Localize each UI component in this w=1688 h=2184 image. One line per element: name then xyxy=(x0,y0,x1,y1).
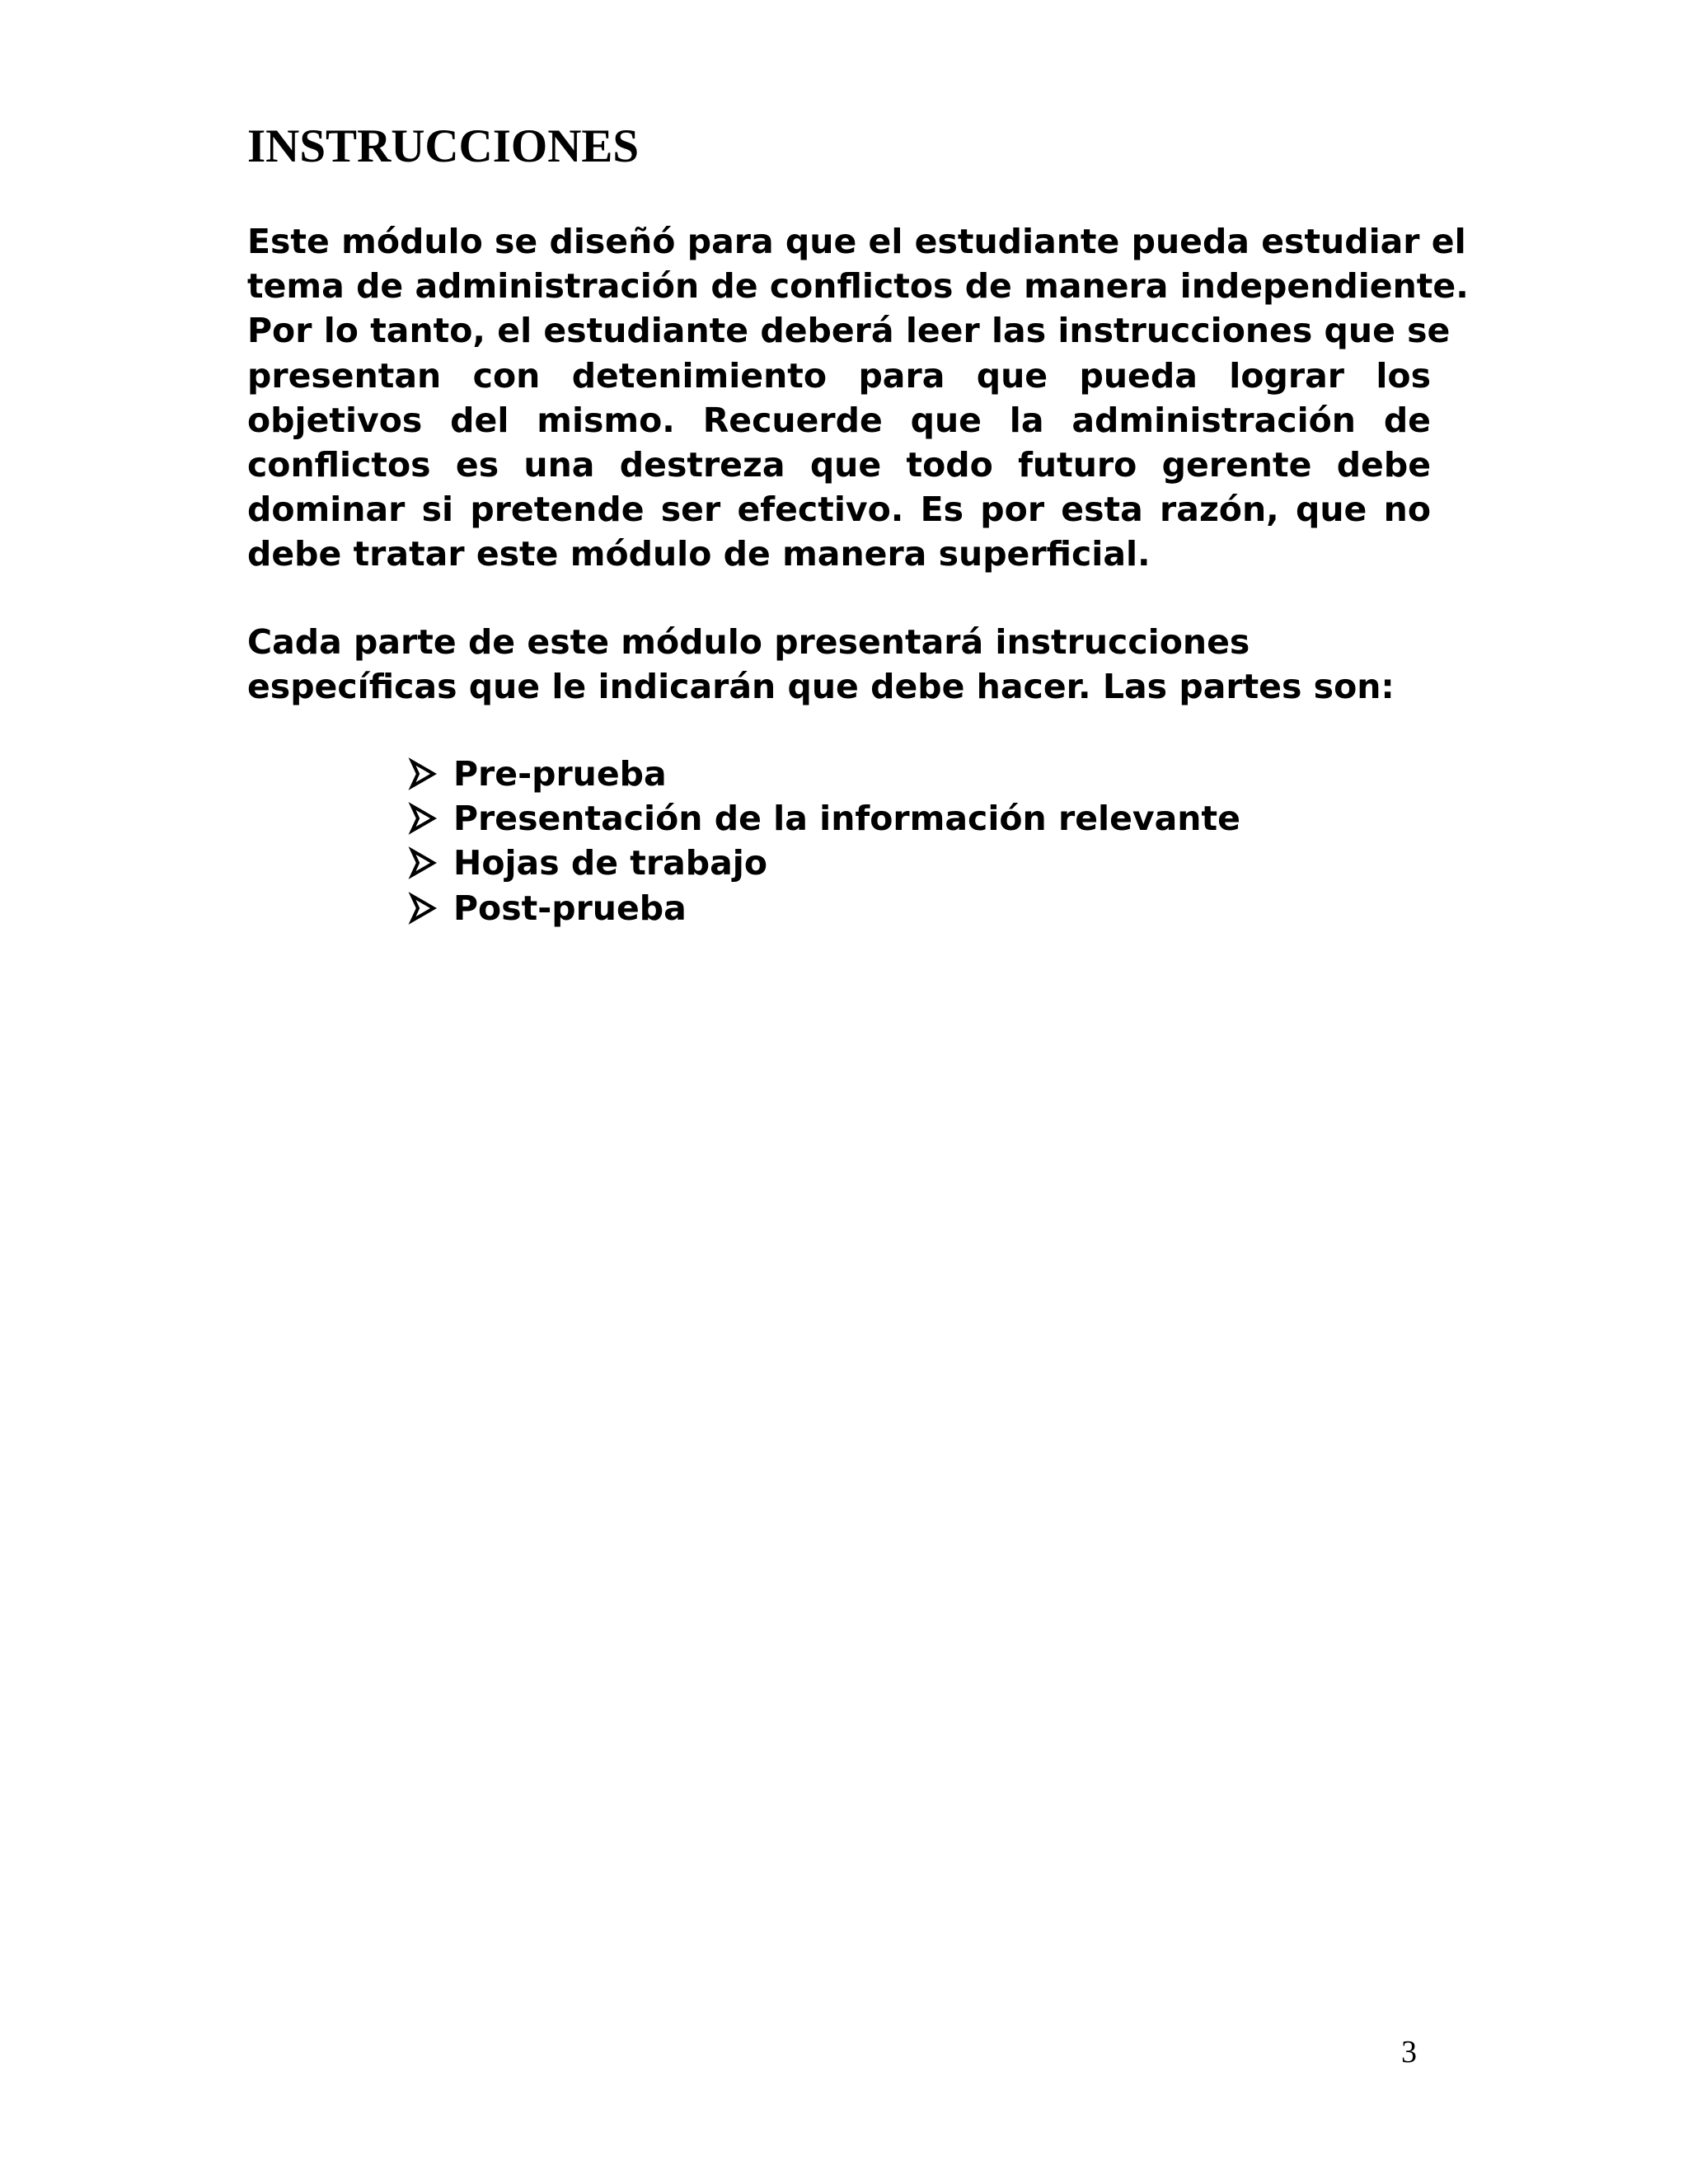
list-item-label: Pre-prueba xyxy=(453,754,667,794)
parts-list xyxy=(404,752,1240,930)
list-item xyxy=(404,886,1240,930)
paragraph-line: dominar si pretende ser efectivo. Es por esta razón, que no xyxy=(247,490,1431,530)
paragraph-line: presentan con detenimiento para que pueda lograr los xyxy=(247,355,1431,396)
list-item xyxy=(404,796,1240,841)
arrow-bullet-icon xyxy=(404,841,448,885)
arrow-bullet-icon xyxy=(404,796,448,841)
list-item xyxy=(404,841,1240,885)
arrow-bullet-icon xyxy=(404,752,448,796)
list-item-label: Hojas de trabajo xyxy=(453,843,768,883)
paragraph-line: conflictos es una destreza que todo futuro gerente debe xyxy=(247,445,1431,485)
paragraph-line: Por lo tanto, el estudiante deberá leer las instrucciones que se xyxy=(247,311,1451,351)
parts-intro-paragraph xyxy=(247,620,1484,709)
paragraph-line: debe tratar este módulo de manera superficial. xyxy=(247,534,1151,574)
list-item-label: Presentación de la información relevante xyxy=(453,799,1240,839)
list-item xyxy=(404,752,1240,796)
paragraph-line: tema de administración de conflictos de manera independiente. xyxy=(247,266,1469,307)
list-item-label: Post-prueba xyxy=(453,888,687,928)
intro-paragraph xyxy=(247,219,1469,577)
paragraph-line: Este módulo se diseñó para que el estudiante pueda estudiar el xyxy=(247,222,1466,261)
paragraph-line: específicas que le indicarán que debe hacer. Las partes son: xyxy=(247,667,1395,707)
page-title: INSTRUCCIONES xyxy=(247,120,640,172)
paragraph-line: objetivos del mismo. Recuerde que la administración de xyxy=(247,400,1431,440)
paragraph-line: Cada parte de este módulo presentará instrucciones xyxy=(247,622,1250,662)
arrow-bullet-icon xyxy=(404,886,448,930)
page-number: 3 xyxy=(1401,2035,1417,2069)
